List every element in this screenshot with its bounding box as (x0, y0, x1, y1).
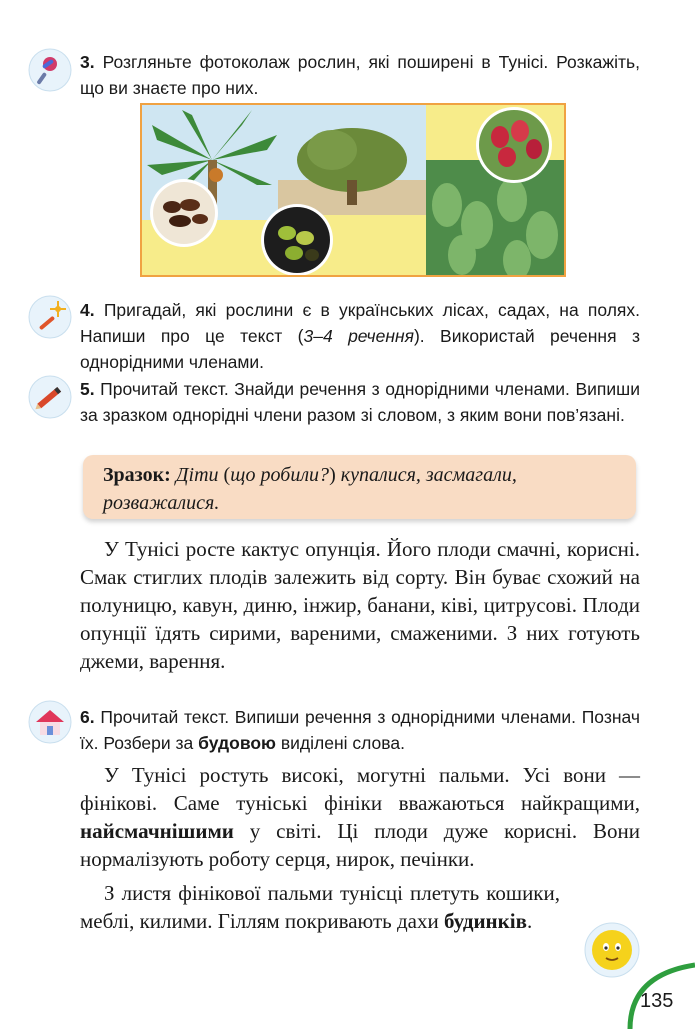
sample-label: Зразок: (103, 464, 171, 486)
paragraph-1 (80, 761, 640, 873)
task-text: Прочитай текст. Знайди речення з однорідними членами. Випиши за зразком однорідні члени разом зі словом, з яким вони пов’язані. (80, 379, 640, 425)
page-number: 135 (640, 990, 674, 1012)
task-number: 5. (80, 379, 95, 399)
text-palms (80, 761, 640, 935)
task-number: 3. (80, 52, 95, 72)
pencil-icon (28, 375, 72, 419)
paragraph-text: У Тунісі ростуть високі, могутні пальми. Усі вони — фінікові. Саме туніські фініки вважаються найкращими, (80, 763, 640, 815)
sample-subject: Діти (175, 464, 219, 486)
task-4 (80, 297, 640, 375)
paragraph: У Тунісі росте кактус опунція. Його плоди смачні, корисні. Смак стиглих плодів залежить від сорту. Він буває схожий на полуницю, кавун, диню, інжир, банани, ківі, цитрусові. Плоди опунції їдять сирими, вареними, смаженими. З них готують джеми, варення. (80, 537, 640, 673)
task-text-bold: будовою (198, 733, 276, 753)
task-5 (80, 376, 640, 428)
bold-word: найсмачнішими (80, 819, 234, 843)
text-cactus (80, 535, 640, 675)
bold-word: будинків (443, 909, 527, 933)
sample-paren-open: ( (223, 464, 231, 486)
collage-image (142, 105, 564, 275)
sample-members: купалися, засмагали, розважалися. (103, 464, 517, 514)
sample-paren-close: ) (329, 464, 336, 486)
task-text-end: виділені слова. (276, 733, 405, 753)
task-number: 6. (80, 707, 95, 727)
paragraph-text-end: у світі. Ці плоди дуже корисні. Вони нормалізують роботу серця, нирок, печінки. (80, 819, 640, 871)
magic-wand-icon (28, 295, 72, 339)
task-3 (80, 49, 640, 101)
task-text: Прочитай текст. Випиши речення з однорідними членами. Познач їх. Розбери за (80, 707, 640, 753)
paragraph-text: З листя фінікової пальми тунісці плетуть кошики, меблі, килими. Гіллям покривають дахи (80, 881, 560, 933)
task-number: 4. (80, 300, 95, 320)
task-text: Розгляньте фотоколаж рослин, які поширені в Тунісі. Розкажіть, що ви знаєте про них. (80, 52, 640, 98)
task-text-italic: 3–4 речення (303, 326, 414, 346)
task-text-end: ). Використай речення з однорідними членами. (80, 326, 640, 372)
paragraph-text-end: . (526, 909, 533, 933)
house-icon (28, 700, 72, 744)
sample-question: що робили? (230, 464, 330, 486)
microphone-icon (28, 48, 72, 92)
plant-photo-collage (140, 103, 566, 277)
paragraph-2 (80, 879, 560, 935)
sample-box (83, 455, 636, 519)
task-6 (80, 704, 640, 756)
task-text: Пригадай, які рослини є в українських лісах, садах, на полях. Напиши про це текст ( (80, 300, 640, 346)
